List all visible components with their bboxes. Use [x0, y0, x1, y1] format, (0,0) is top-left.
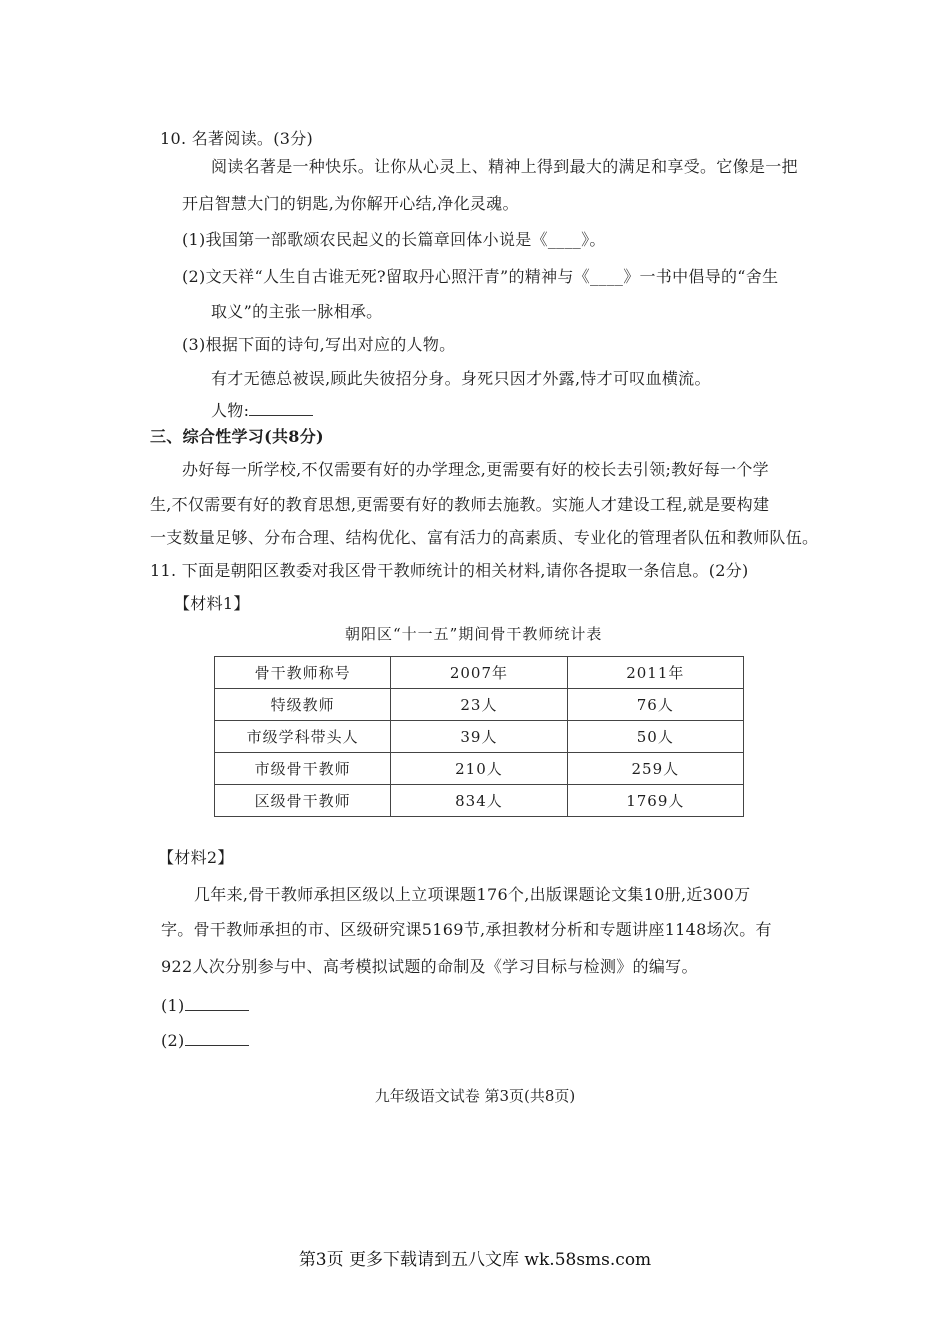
table-cell: 市级学科带头人 — [215, 721, 391, 753]
material2-label: 【材料2】 — [158, 848, 234, 867]
q10-title: 10. 名著阅读。(3分) — [160, 129, 314, 148]
q11-answer1-line — [161, 995, 249, 1017]
section3-para-line1: 办好每一所学校,不仅需要有好的办学理念,更需要有好的校长去引领;教好每一个学 — [182, 460, 769, 479]
table-cell: 50人 — [567, 721, 743, 753]
download-note: 第3页 更多下载请到五八文库 wk.58sms.com — [298, 1250, 652, 1270]
table-header-cell: 骨干教师称号 — [215, 657, 391, 689]
table-row — [215, 753, 744, 785]
q10-answer-line — [211, 400, 313, 422]
page-footer: 九年级语文试卷 第3页(共8页) — [374, 1087, 576, 1105]
material2-line2: 字。骨干教师承担的市、区级研究课5169节,承担教材分析和专题讲座1148场次。有 — [161, 920, 772, 939]
table-cell: 259人 — [567, 753, 743, 785]
q10-poem: 有才无德总被误,顾此失彼招分身。身死只因才外露,恃才可叹血横流。 — [211, 369, 711, 388]
q10-intro-line1: 阅读名著是一种快乐。让你从心灵上、精神上得到最大的满足和享受。它像是一把 — [211, 157, 798, 176]
table-cell: 210人 — [391, 753, 567, 785]
section3-para-line2: 生,不仅需要有好的教育思想,更需要有好的教师去施教。实施人才建设工程,就是要构建 — [150, 495, 770, 514]
material2-line3: 922人次分别参与中、高考模拟试题的命制及《学习目标与检测》的编写。 — [161, 957, 698, 976]
section3-heading: 三、综合性学习(共8分) — [150, 427, 324, 446]
table-cell: 1769人 — [567, 785, 743, 817]
table-row — [215, 785, 744, 817]
material1-label: 【材料1】 — [174, 594, 250, 613]
table-cell: 23人 — [391, 689, 567, 721]
q11-answer1-label: (1) — [161, 996, 185, 1015]
table-cell: 区级骨干教师 — [215, 785, 391, 817]
q11-answer2-line — [161, 1030, 249, 1052]
q11-answer2-label: (2) — [161, 1031, 185, 1050]
teacher-stats-table — [214, 656, 744, 817]
section3-para-line3: 一支数量足够、分布合理、结构优化、富有活力的高素质、专业化的管理者队伍和教师队伍。 — [150, 528, 819, 547]
q10-answer-blank[interactable] — [249, 401, 313, 416]
q10-item2-line1: (2)文天祥“人生自古谁无死?留取丹心照汗青”的精神与《____》一书中倡导的“舍生 — [182, 267, 779, 286]
table-row — [215, 721, 744, 753]
q10-item1: (1)我国第一部歌颂农民起义的长篇章回体小说是《____》。 — [182, 230, 606, 249]
table-row — [215, 689, 744, 721]
table-cell: 39人 — [391, 721, 567, 753]
q10-intro-line2: 开启智慧大门的钥匙,为你解开心结,净化灵魂。 — [182, 194, 519, 213]
q11-answer1-blank[interactable] — [185, 996, 249, 1011]
table-header-row — [215, 657, 744, 689]
q11-title: 11. 下面是朝阳区教委对我区骨干教师统计的相关材料,请你各提取一条信息。(2分) — [150, 561, 749, 580]
q10-item2-line2: 取义”的主张一脉相承。 — [211, 302, 383, 321]
table-caption: 朝阳区“十一五”期间骨干教师统计表 — [345, 625, 603, 643]
q10-item3: (3)根据下面的诗句,写出对应的人物。 — [182, 335, 456, 354]
q10-answer-label: 人物: — [211, 401, 250, 420]
material2-line1: 几年来,骨干教师承担区级以上立项课题176个,出版课题论文集10册,近300万 — [194, 885, 751, 904]
table-header-cell: 2011年 — [567, 657, 743, 689]
table-cell: 834人 — [391, 785, 567, 817]
table-header-cell: 2007年 — [391, 657, 567, 689]
table-cell: 特级教师 — [215, 689, 391, 721]
table-cell: 76人 — [567, 689, 743, 721]
table-cell: 市级骨干教师 — [215, 753, 391, 785]
q11-answer2-blank[interactable] — [185, 1031, 249, 1046]
